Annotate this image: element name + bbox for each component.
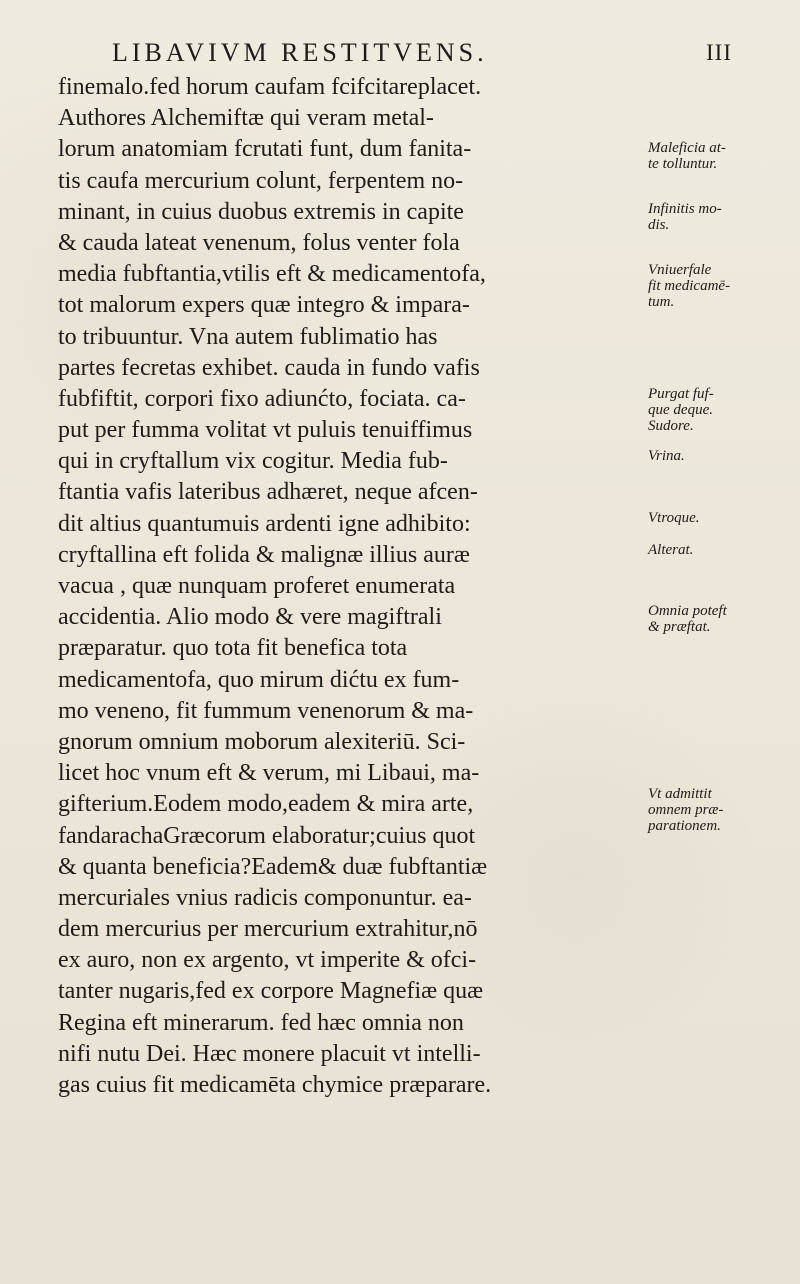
text-line: dit altius quantumuis ardenti igne adhibito: <box>58 510 471 537</box>
text-line: dem mercurius per mercurium extrahitur,nō <box>58 916 478 943</box>
margin-note: Vniuerfale <box>648 262 712 278</box>
text-line: partes fecretas exhibet. cauda in fundo vafis <box>58 354 480 381</box>
text-line: & cauda lateat venenum, folus venter fola <box>58 229 460 256</box>
margin-note: dis. <box>648 217 670 233</box>
text-line: qui in cryftallum vix cogitur. Media fub- <box>58 448 448 475</box>
text-line: fubfiftit, corpori fixo adiunćto, fociata. ca- <box>58 385 466 412</box>
margin-note: Purgat fuf- <box>648 386 714 402</box>
margin-note: omnem præ- <box>648 802 724 818</box>
text-line: to tribuuntur. Vna autem fublimatio has <box>58 323 438 350</box>
text-line: nifi nutu Dei. Hæc monere placuit vt intelli- <box>58 1040 481 1067</box>
margin-note: Vrina. <box>648 448 685 464</box>
margin-note: Vt admittit <box>648 786 712 802</box>
margin-note: & præftat. <box>648 619 711 635</box>
text-line: gas cuius fit medicamēta chymice præparare. <box>58 1072 492 1098</box>
text-line: ex auro, non ex argento, vt imperite & ofci- <box>58 947 477 974</box>
margin-note: Omnia poteft <box>648 603 727 619</box>
margin-note: fit medicamē- <box>648 278 731 294</box>
text-line: tanter nugaris,fed ex corpore Magnefiæ quæ <box>58 978 484 1005</box>
margin-note: te tolluntur. <box>648 156 718 172</box>
page-number: III <box>706 40 732 65</box>
text-line: medicamentofa, quo mirum dićtu ex fum- <box>58 666 460 693</box>
text-line: fandarachaGræcorum elaboratur;cuius quot <box>58 822 476 849</box>
text-line: media fubftantia,vtilis eft & medicamentofa, <box>58 261 486 288</box>
text-line: præparatur. quo tota fit benefica tota <box>58 635 408 662</box>
text-line: Authores Alchemiftæ qui veram metal- <box>58 105 434 132</box>
text-line: finemalo.fed horum caufam fcifcitareplacet. <box>58 74 482 100</box>
margin-note: que deque. <box>648 402 713 418</box>
text-line: gifterium.Eodem modo,eadem & mira arte, <box>58 791 474 818</box>
text-line: Regina eft minerarum. fed hæc omnia non <box>58 1009 464 1036</box>
page-header <box>112 38 732 70</box>
text-line: licet hoc vnum eft & verum, mi Libaui, ma- <box>58 760 480 787</box>
text-line: tis caufa mercurium colunt, ferpentem no- <box>58 167 464 194</box>
margin-note: Maleficia at- <box>648 140 726 156</box>
text-line: lorum anatomiam fcrutati funt, dum fanita- <box>58 136 472 163</box>
text-line: accidentia. Alio modo & vere magiftrali <box>58 604 442 631</box>
margin-note: tum. <box>648 294 675 310</box>
text-line: put per fumma volitat vt puluis tenuiffimus <box>58 417 473 444</box>
text-line: mo veneno, fit fummum venenorum & ma- <box>58 697 474 724</box>
text-line: & quanta beneficia?Eadem& duæ fubftantiæ <box>58 853 488 880</box>
margin-note: Vtroque. <box>648 510 700 526</box>
text-line: gnorum omnium moborum alexiteriū. Sci- <box>58 728 466 755</box>
text-line: tot malorum expers quæ integro & impara- <box>58 292 470 319</box>
text-line: cryftallina eft folida & malignæ illius auræ <box>58 541 470 568</box>
margin-note: Alterat. <box>648 542 694 558</box>
margin-note: parationem. <box>648 818 721 834</box>
text-line: minant, in cuius duobus extremis in capite <box>58 198 464 225</box>
running-title: LIBAVIVM RESTITVENS. <box>112 38 488 67</box>
margin-note: Sudore. <box>648 418 694 434</box>
main-text-block <box>58 72 638 1101</box>
text-line: ftantia vafis lateribus adhæret, neque afcen- <box>58 479 478 506</box>
text-line: mercuriales vnius radicis componuntur. ea- <box>58 884 472 911</box>
margin-note: Infinitis mo- <box>648 201 722 217</box>
text-line: vacua , quæ nunquam proferet enumerata <box>58 573 456 599</box>
